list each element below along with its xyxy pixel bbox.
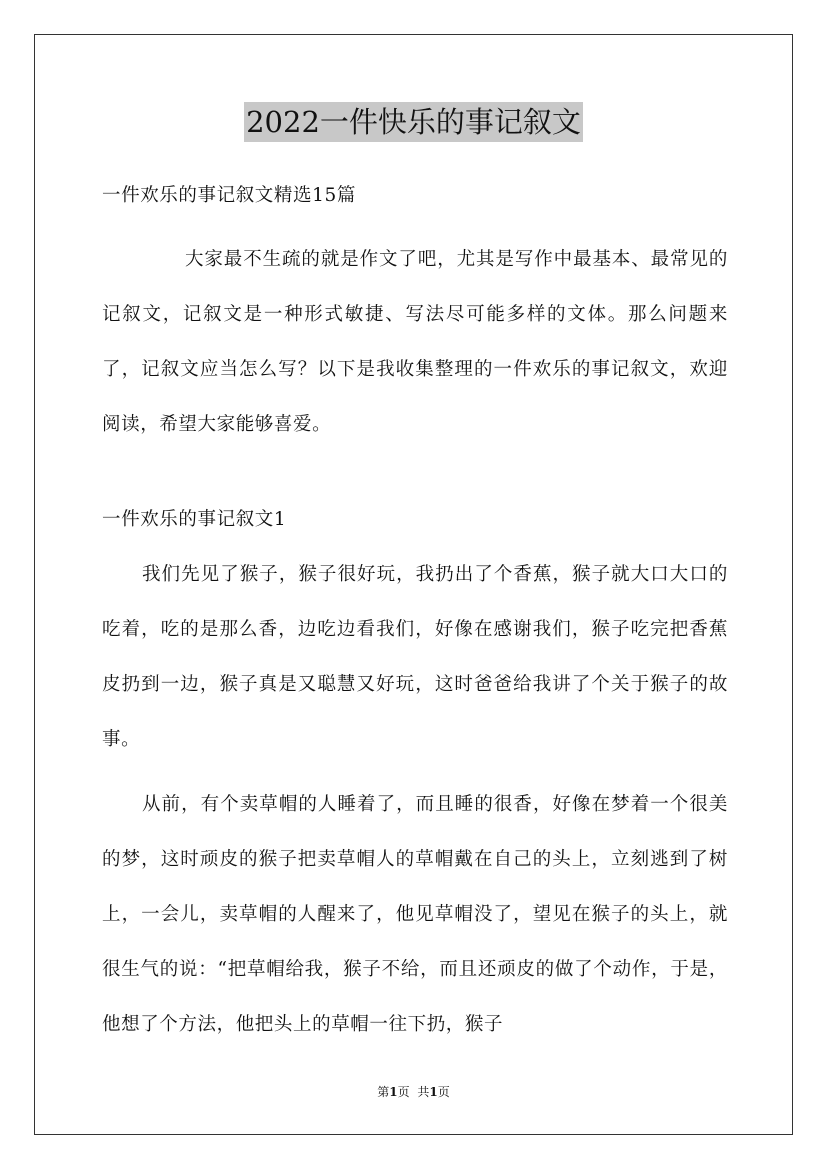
intro-paragraph: 大家最不生疏的就是作文了吧，尤其是写作中最基本、最常见的记叙文，记叙文是一种形式敏捷、写法尽可能多样的文体。那么问题来了，记叙文应当怎么写？以下是我收集整理的一件欢乐的事记叙文，欢迎阅读，希望大家能够喜爱。 xyxy=(102,249,728,435)
document-subtitle: 一件欢乐的事记叙文精选15篇 xyxy=(102,185,356,206)
footer-total-prefix: 共 xyxy=(417,1085,430,1099)
body-section xyxy=(102,547,728,1052)
body-paragraph: 我们先见了猴子，猴子很好玩，我扔出了个香蕉，猴子就大口大口的吃着，吃的是那么香，边吃边看我们，好像在感谢我们，猴子吃完把香蕉皮扔到一边，猴子真是又聪慧又好玩，这时爸爸给我讲了个关于猴子的故事。 xyxy=(102,564,728,750)
footer-total-number: 1 xyxy=(429,1085,438,1099)
title-container xyxy=(0,102,827,142)
footer-page-number: 1 xyxy=(389,1085,398,1099)
page-footer xyxy=(0,1083,827,1101)
section-heading: 一件欢乐的事记叙文1 xyxy=(102,509,287,530)
footer-page-prefix: 第 xyxy=(377,1085,390,1099)
intro-section xyxy=(102,232,728,452)
body-paragraph: 从前，有个卖草帽的人睡着了，而且睡的很香，好像在梦着一个很美的梦，这时顽皮的猴子把卖草帽人的草帽戴在自己的头上，立刻逃到了树上，一会儿，卖草帽的人醒来了，他见草帽没了，望见在猴子的头上，就很生气的说：“把草帽给我，猴子不给，而且还顽皮的做了个动作，于是，他想了个方法，他把头上的草帽一往下扔，猴子 xyxy=(102,794,728,1035)
footer-total-suffix: 页 xyxy=(437,1085,450,1099)
footer-page-suffix: 页 xyxy=(397,1085,410,1099)
document-title: 2022一件快乐的事记叙文 xyxy=(244,102,583,142)
